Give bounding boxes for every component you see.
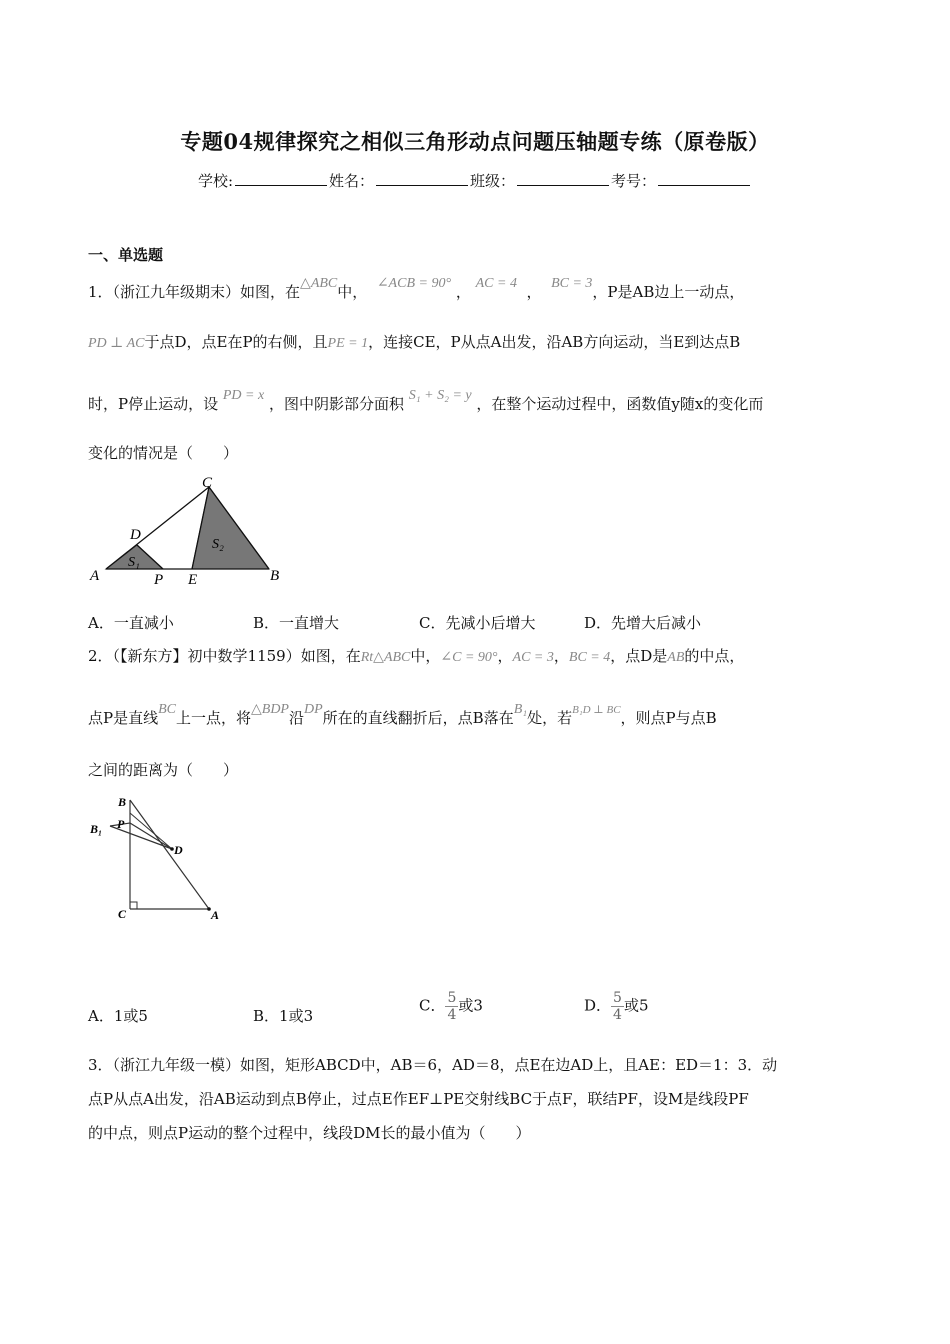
school-blank[interactable]: [235, 171, 327, 186]
q2-line-3: 之间的距离为（ ）: [88, 761, 239, 779]
q1-text: 1．（浙江九年级期末）如图，在: [88, 283, 301, 301]
q1-figure: [80, 470, 300, 590]
q2-text: ，: [553, 647, 569, 665]
class-blank[interactable]: [517, 171, 609, 186]
q2-line-2: [88, 702, 717, 730]
q1-text: ，图中阴影部分面积: [268, 395, 404, 413]
q1-line-3: [88, 388, 764, 416]
q1-shaded-s2: [192, 487, 269, 569]
q2-option-c-prefix: C．: [419, 996, 446, 1015]
q1-text: ，P是AB边上一动点，: [592, 283, 745, 301]
q1-text: ，: [526, 283, 542, 301]
q2-text: ，点D是: [610, 647, 668, 665]
q2-math-b1: B₁: [513, 702, 528, 717]
q2-math-b1d-perp: B₁D ⊥ BC: [572, 704, 621, 716]
q2-option-d-suffix: 或5: [623, 996, 649, 1015]
fraction-denominator: 4: [613, 1007, 622, 1023]
q2-option-b[interactable]: B．1或3: [253, 1007, 314, 1025]
q2-option-c[interactable]: [419, 990, 483, 1023]
q1-text: 中，: [337, 283, 368, 301]
q1-label-s2: S₂: [212, 537, 224, 552]
fraction-denominator: 4: [447, 1007, 457, 1023]
q1-option-a[interactable]: A．一直减小: [88, 614, 174, 632]
q1-option-c[interactable]: C．先减小后增大: [419, 614, 536, 632]
q2-option-d-fraction: [611, 990, 624, 1023]
school-label: 学校:: [197, 172, 233, 190]
q2-line-1: [88, 646, 744, 668]
q3-paragraph: [88, 1048, 878, 1150]
q3-line-2: 点P从点A出发，沿AB运动到点B停止，过点E作EF⊥PE交射线BC于点F，联结PF，设M是线段PF: [88, 1090, 749, 1108]
q2-text: ，: [497, 647, 513, 665]
q1-math-pd-x: PD = x: [222, 388, 265, 403]
q1-label-b: B: [270, 568, 280, 584]
q2-label-b1: B₁: [90, 822, 103, 836]
q1-option-d[interactable]: D．先增大后减小: [584, 614, 702, 632]
q2-label-c: C: [118, 907, 127, 921]
q1-math-pe: PE = 1: [327, 336, 369, 351]
q2-text: 上一点，将: [175, 709, 251, 727]
q1-math-bc: BC = 3: [551, 276, 593, 291]
q1-text: ，在整个运动过程中，函数值y随x的变化而: [476, 395, 764, 413]
q2-option-c-fraction: [445, 990, 458, 1023]
q1-math-sum-y: S₁ + S₂ = y: [408, 388, 472, 403]
q2-label-b: B: [118, 795, 127, 809]
fraction-numerator: 5: [613, 990, 622, 1006]
q1-math-ac: AC = 4: [475, 276, 517, 291]
q2-math-angle-c: ∠C = 90°: [440, 650, 498, 665]
name-label: 姓名：: [329, 172, 375, 190]
q1-line-2: [88, 332, 740, 354]
page-title: 专题04规律探究之相似三角形动点问题压轴题专练（原卷版）: [180, 129, 770, 154]
q2-option-d[interactable]: [584, 990, 649, 1023]
q2-math-dp: DP: [304, 702, 323, 717]
q2-option-c-suffix: 或3: [458, 996, 483, 1015]
q2-math-ab: AB: [667, 650, 685, 665]
q2-right-angle-mark: [130, 902, 137, 909]
q2-math-bc-line: BC: [158, 702, 176, 717]
q1-math-pd-perp: PD ⊥ AC: [88, 336, 145, 351]
q1-text: 于点D，点E在P的右侧，且: [144, 333, 328, 351]
q1-math-angle: ∠ACB = 90°: [376, 276, 452, 291]
q1-math-triangle: △ABC: [300, 276, 338, 291]
class-label: 班级：: [470, 172, 516, 190]
q2-option-d-prefix: D．: [584, 996, 612, 1015]
section-heading: 一、单选题: [88, 246, 164, 264]
q1-label-s1: S₁: [128, 555, 140, 570]
q2-text: 点P是直线: [88, 709, 159, 727]
fraction-numerator: 5: [447, 990, 457, 1006]
q1-label-d: D: [130, 527, 141, 543]
q2-label-d: D: [174, 843, 183, 857]
q1-line-4: 变化的情况是（ ）: [88, 444, 239, 462]
q2-text: ，则点P与点B: [620, 709, 717, 727]
q2-figure: [86, 790, 236, 925]
q2-option-a[interactable]: A．1或5: [88, 1007, 148, 1025]
q2-text: 2．（【新东方】初中数学1159）如图，在: [88, 647, 361, 665]
q2-math-ac: AC = 3: [512, 650, 554, 665]
q2-line-fold: [130, 813, 172, 849]
q1-label-e: E: [188, 572, 198, 588]
number-blank[interactable]: [658, 171, 750, 186]
q1-text: ，连接CE，P从点A出发，沿AB方向运动，当E到达点B: [368, 333, 741, 351]
q2-text: 所在的直线翻折后，点B落在: [322, 709, 514, 727]
number-label: 考号：: [611, 172, 657, 190]
q2-label-p: P: [117, 817, 125, 831]
name-blank[interactable]: [376, 171, 468, 186]
q3-line-1: 3．（浙江九年级一模）如图，矩形ABCD中，AB＝6，AD＝8，点E在边AD上，且AE：ED＝1：3．动: [88, 1056, 778, 1074]
q2-math-bc: BC = 4: [568, 650, 611, 665]
q1-label-p: P: [154, 572, 164, 588]
q1-line-ac: [106, 487, 209, 569]
q2-text: 中，: [410, 647, 441, 665]
student-info-line: [0, 170, 950, 191]
q2-text: 沿: [288, 709, 304, 727]
q1-option-b[interactable]: B．一直增大: [253, 614, 340, 632]
q1-label-c: C: [202, 475, 213, 491]
q2-math-rt-triangle: Rt△ABC: [360, 650, 411, 665]
q2-text: 的中点，: [684, 647, 745, 665]
q3-line-3: 的中点，则点P运动的整个过程中，线段DM长的最小值为（ ）: [88, 1124, 531, 1142]
q2-label-a: A: [211, 908, 220, 922]
q2-text: 处，若: [527, 709, 573, 727]
q1-line-1: [88, 276, 745, 304]
q1-text: ，: [455, 283, 471, 301]
q1-text: 时，P停止运动，设: [88, 395, 219, 413]
q1-label-a: A: [90, 568, 100, 584]
q2-line-ba: [130, 800, 209, 909]
q2-math-bdp: △BDP: [251, 702, 289, 717]
